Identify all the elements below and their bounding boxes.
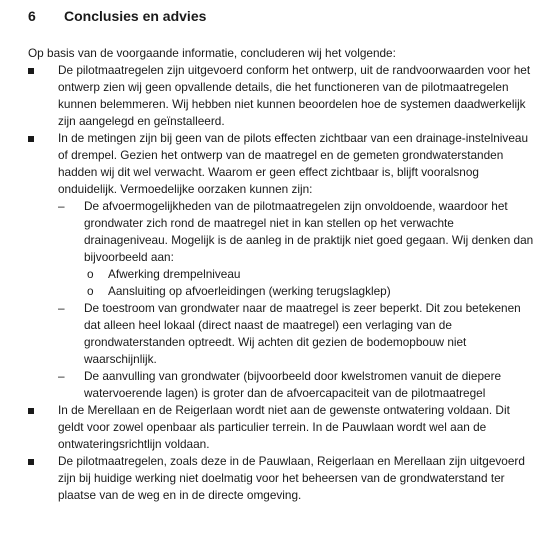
example-item bbox=[84, 266, 538, 283]
conclusion-text: In de metingen zijn bij geen van de pilots effecten zichtbaar van een drainage-instelniveau of drempel. Gezien het ontwerp van de maatregel en de gemeten grondwaterstanden hadden wij dit wel verwacht. Waarom er geen effect zichtbaar is, blijft vooralsnog onduidelijk. Vermoedelijke oorzaken kunnen zijn: bbox=[58, 131, 529, 196]
conclusion-item bbox=[28, 402, 538, 453]
cause-item bbox=[58, 368, 538, 402]
example-list bbox=[84, 266, 538, 300]
cause-item bbox=[58, 300, 538, 368]
conclusion-item bbox=[28, 62, 538, 130]
cause-text: De afvoermogelijkheden van de pilotmaatregelen zijn onvoldoende, waardoor het grondwater zich rond de maatregel niet in kan stellen op het verwachte drainageniveau. Mogelijk is de aanleg in de praktijk niet goed gegaan. Wij denken dan bijvoorbeeld aan: bbox=[84, 199, 534, 264]
conclusion-text: De pilotmaatregelen, zoals deze in de Pauwlaan, Reigerlaan en Merellaan zijn uitgevoerd zijn bij huidige werking niet doelmatig voor het beheersen van de grondwaterstand ter plaatse van de weg en in de directe omgeving. bbox=[58, 454, 525, 502]
cause-text: De toestroom van grondwater naar de maatregel is zeer beperkt. Dit zou betekenen dat alleen heel lokaal (direct naast de maatregel) een verlaging van de grondwaterstanden optreedt. Wij achten dit gezien de bodemopbouw niet waarschijnlijk. bbox=[84, 301, 521, 366]
cause-text: De aanvulling van grondwater (bijvoorbeeld door kwelstromen vanuit de diepere watervoerende lagen) is groter dan de afvoercapaciteit van de pilotmaatregel bbox=[84, 369, 502, 400]
conclusion-text: De pilotmaatregelen zijn uitgevoerd conform het ontwerp, uit de randvoorwaarden voor het ontwerp zien wij geen opvallende details, die het functioneren van de pilotmaatregelen kunnen belemmeren. Wij hebben niet kunnen beoordelen hoe de systemen daadwerkelijk zijn aangelegd en geïnstalleerd. bbox=[58, 63, 531, 128]
intro-text: Op basis van de voorgaande informatie, concluderen wij het volgende: bbox=[28, 46, 396, 60]
section-heading bbox=[28, 8, 206, 24]
cause-list bbox=[58, 198, 538, 402]
conclusion-list bbox=[28, 62, 538, 504]
example-item bbox=[84, 283, 538, 300]
dash-icon: – bbox=[58, 199, 65, 213]
conclusion-text: In de Merellaan en de Reigerlaan wordt niet aan de gewenste ontwatering voldaan. Dit geldt voor zowel openbaar als particulier terrein. In de Pauwlaan wordt wel aan de ontwateringsrichtlijn voldaan. bbox=[58, 403, 510, 451]
bullet-square-icon bbox=[28, 459, 34, 465]
conclusion-item bbox=[28, 130, 538, 402]
circle-bullet-icon: o bbox=[87, 267, 94, 281]
bullet-square-icon bbox=[28, 68, 34, 74]
bullet-square-icon bbox=[28, 408, 34, 414]
cause-item bbox=[58, 198, 538, 300]
dash-icon: – bbox=[58, 369, 65, 383]
conclusion-item bbox=[28, 453, 538, 504]
example-text: Aansluiting op afvoerleidingen (werking terugslagklep) bbox=[108, 284, 391, 298]
section-title: Conclusies en advies bbox=[64, 8, 207, 24]
example-text: Afwerking drempelniveau bbox=[108, 267, 241, 281]
dash-icon: – bbox=[58, 301, 65, 315]
circle-bullet-icon: o bbox=[87, 284, 94, 298]
section-number: 6 bbox=[28, 8, 36, 24]
bullet-square-icon bbox=[28, 136, 34, 142]
